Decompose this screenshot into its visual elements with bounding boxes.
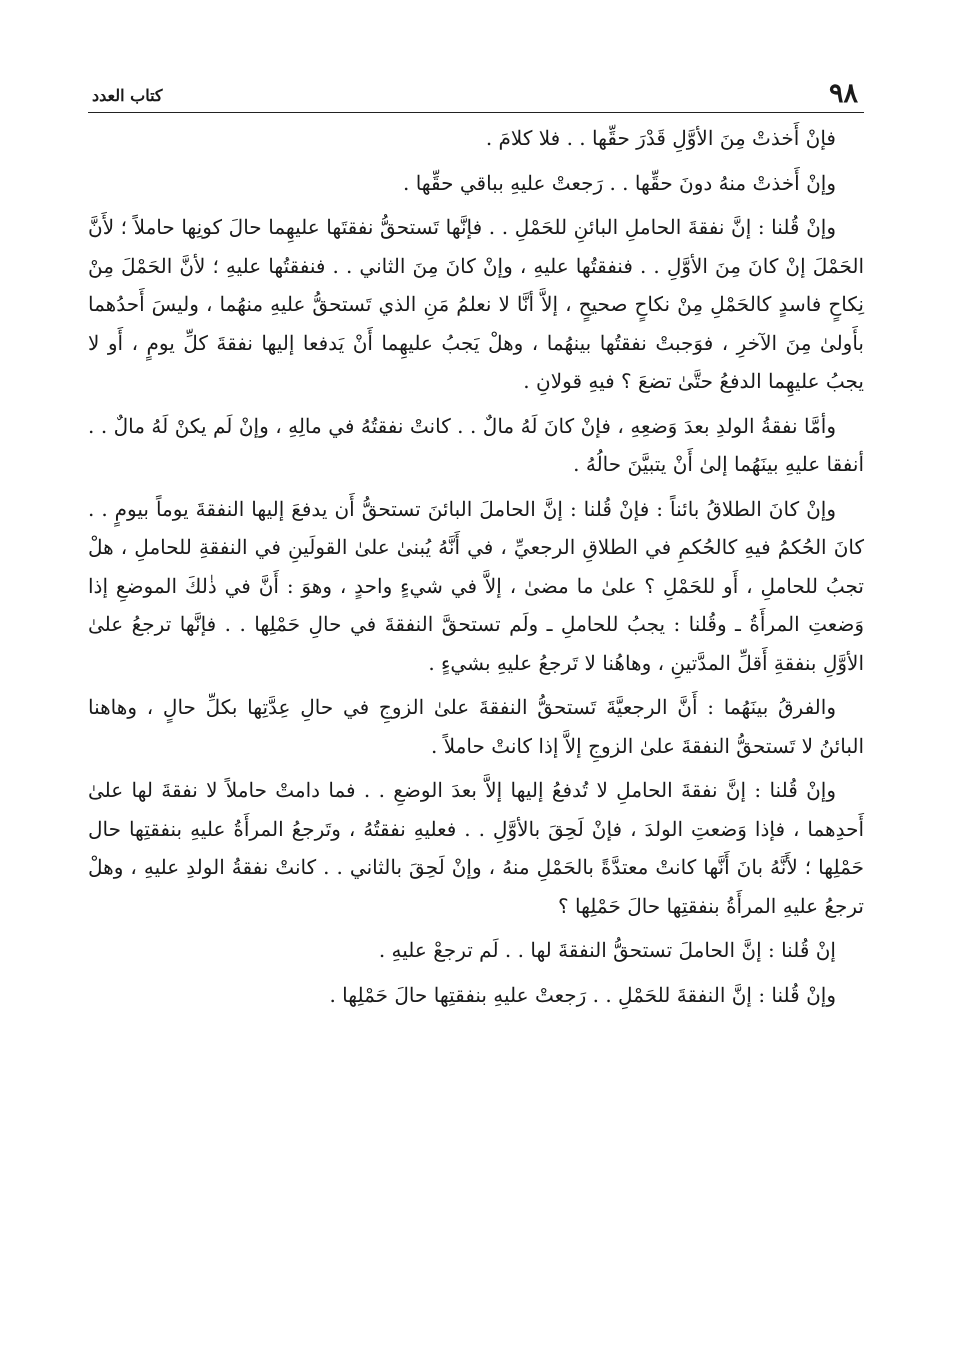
- paragraph: وأمَّا نفقةُ الولدِ بعدَ وَضعِهِ ، فإنْ كانَ لَهُ مالٌ . . كانتْ نفقتُهُ في مالِهِ ، وإنْ لَم يكنْ لَهُ مالٌ . . أنفقا عليهِ بينَهُما إلىٰ أَنْ يتبيَّنَ حالُهُ .: [88, 413, 864, 476]
- paragraph: وإنْ كانَ الطلاقُ بائناً : فإنْ قُلنا : إنَّ الحاملَ البائنَ تستحقُّ أَن يدفعَ إليها النفقةَ يوماً بيومٍ . . كانَ الحُكمُ فيهِ كالحُكمِ في الطلاقِ الرجعيِّ ، في أَنَّهُ يُبنىٰ علىٰ القولَينِ في النفقةِ للحاملِ ، هلْ تجبُ للحاملِ ، أَو للحَمْلِ ؟ علىٰ ما مضىٰ ، إلاَّ في شيءٍ واحدٍ ، وهوَ : أَنَّ في ذٰلكَ الموضعِ إذا وَضعتِ المرأَةُ ـ وقُلنا : يجبُ للحاملِ ـ ولَم تستحقَّ النفقةَ في حالِ حَمْلِها . . فإنَّها ترجعُ علىٰ الأوَّلِ بنفقةِ أَقلِّ المدَّتينِ ، وهاهُنا لا تَرجعُ عليهِ بشيءٍ .: [88, 496, 864, 675]
- paragraph: فإنْ أَخذتْ مِنَ الأوَّلِ قَدْرَ حقِّها . . فلا كلامَ .: [485, 126, 836, 150]
- paragraph: وإنْ قُلنا : إنَّ النفقةَ للحَمْلِ . . رَجعتْ عليهِ بنفقتِها حالَ حَمْلِها .: [329, 982, 836, 1007]
- paragraph: وإنْ قُلنا : إنَّ نفقةَ الحاملِ لا تُدفعُ إليها إلاَّ بعدَ الوضعِ . . فما دامتْ حاملاً لا نفقةَ لها علىٰ أَحدِهما ، فإذا وَضعتِ الولدَ ، فإنْ لَحِقَ بالأوَّلِ . . فعليهِ نفقتُهُ ، وتَرجعُ المرأَةُ عليهِ بنفقتِها حال حَمْلِها ؛ لأَنَّهُ بانَ أَنَّها كانتْ معتدَّةً بالحَمْلِ منهُ ، وإنْ لَحِقَ بالثاني . . كانتْ نفقةُ الولدِ عليهِ ، وهلْ ترجعُ عليهِ المرأَةُ بنفقتِها حالَ حَمْلِها ؟: [88, 778, 864, 918]
- running-title: كتاب العدد: [92, 86, 163, 105]
- paragraph: وإنْ قُلنا : إنَّ نفقةَ الحاملِ البائنِ للحَمْلِ . . فإنَّها تَستحقُّ نفقتَها عليهِما حالَ كونِها حاملاً ؛ لأَنَّ الحَمْلَ إنْ كانَ مِنَ الأوَّلِ . . فنفقتُها عليهِ ، وإنْ كانَ مِنَ الثاني . . فنفقتُها عليهِ ؛ لأنَّ الحَمْلَ مِنْ نِكاحٍ فاسدٍ كالحَمْلِ مِنْ نكاحٍ صحيحٍ ، إلاَّ أنَّا لا نعلمُ مَنِ الذي تَستحقُّ عليهِ منهُما ، وليسَ أَحدُهما بأَولىٰ مِنَ الآخرِ ، فوَجبتْ نفقتُها بينهُما ، وهلْ يَجبُ عليهِما أَنْ يَدفعا إليها نفقةَ كلِّ يومٍ ، أَو لا يجبُ عليهِما الدفعُ حتَّىٰ تضعَ ؟ فيهِ قولانِ .: [88, 215, 865, 393]
- paragraph: والفرقُ بينَهُما : أَنَّ الرجعيَّةَ تَستحقُّ النفقةَ علىٰ الزوجِ في حالِ عِدَّتِها بكلِّ حالٍ ، وهاهنا البائنُ لا تَستحقُّ النفقةَ علىٰ الزوجِ إلاَّ إذا كانتْ حاملاً .: [88, 695, 864, 758]
- paragraph: وإنْ أَخذتْ منهُ دونَ حقِّها . . رَجعتْ عليهِ بباقي حقِّها .: [402, 170, 836, 195]
- page-number: ٩٨: [828, 78, 858, 109]
- paragraph: إنْ قُلنا : إنَّ الحاملَ تستحقُّ النفقةَ لها . . لَم ترجعْ عليهِ .: [378, 938, 836, 962]
- book-page: [88, 78, 864, 1014]
- page-header: [88, 78, 864, 113]
- page-body: [88, 119, 864, 1014]
